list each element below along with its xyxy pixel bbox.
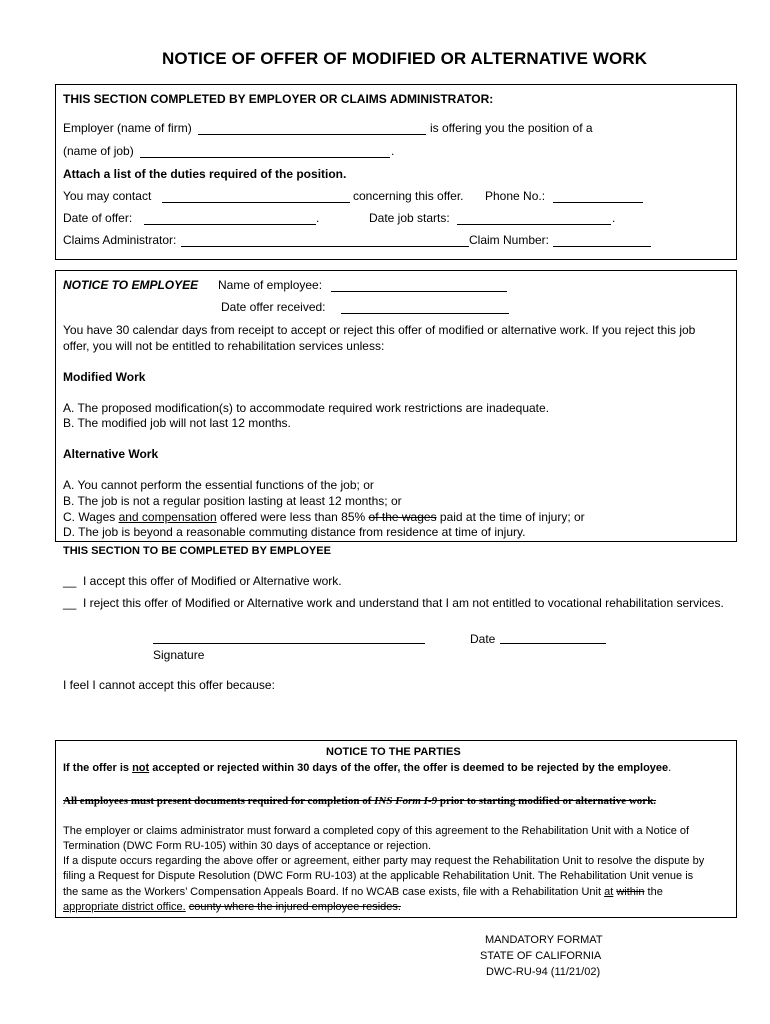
claims-admin-label: Claims Administrator: [63, 233, 177, 247]
employer-section-heading: THIS SECTION COMPLETED BY EMPLOYER OR CLAIMS ADMINISTRATOR: [63, 92, 494, 106]
date-label: Date [470, 632, 496, 646]
phone-label: Phone No.: [485, 189, 546, 203]
notice-to-employee-heading: NOTICE TO EMPLOYEE [63, 278, 199, 292]
attach-duties-text: Attach a list of the duties required of the position. [63, 167, 347, 181]
modified-item-b: B. The modified job will not last 12 months. [63, 416, 291, 430]
contact-field[interactable] [162, 202, 350, 203]
dispute-paragraph-line4 [63, 901, 401, 913]
claims-admin-field[interactable] [181, 246, 469, 247]
dispute-paragraph-line2: filing a Request for Dispute Resolution (DWC Form RU-103) at the applicable Rehabilitation Unit. The Rehabilitation Unit venue is [63, 870, 694, 882]
alt-c-underlined: and compensation [118, 510, 217, 524]
alternative-item-b: B. The job is not a regular position lasting at least 12 months; or [63, 494, 402, 508]
deemed-not: not [132, 762, 150, 774]
dispute-line3-within: within [616, 886, 645, 898]
page-title: NOTICE OF OFFER OF MODIFIED OR ALTERNATIVE WORK [162, 49, 648, 68]
footer-mandatory-format: MANDATORY FORMAT [485, 934, 603, 946]
deemed-period: . [668, 762, 672, 774]
employee-name-label: Name of employee: [218, 278, 323, 292]
struck-county-text: county where the injured employee resides. [188, 901, 401, 913]
notice-paragraph-line2: offer, you will not be entitled to rehabilitation services unless: [63, 339, 385, 353]
reject-checkbox[interactable]: __ [63, 596, 77, 610]
job-name-label: (name of job) [63, 144, 134, 158]
accept-checkbox[interactable]: __ [63, 574, 77, 588]
job-name-field[interactable] [140, 157, 390, 158]
offering-text: is offering you the position of a [430, 121, 593, 135]
alt-c-part5: paid at the time of injury; or [436, 510, 585, 524]
dispute-line3-the: the [644, 886, 663, 898]
struck-part1: All employees must present documents required for completion of [63, 795, 375, 807]
employer-name-label: Employer (name of firm) [63, 121, 192, 135]
date-offer-period: . [316, 211, 320, 225]
phone-field[interactable] [553, 202, 643, 203]
forward-paragraph-line1: The employer or claims administrator must forward a completed copy of this agreement to the Rehabilitation Unit with a Notice of [63, 825, 690, 837]
parties-notice-heading: NOTICE TO THE PARTIES [326, 746, 461, 758]
reject-text: I reject this offer of Modified or Alternative work and understand that I am not entitled to vocational rehabilitation services. [83, 596, 724, 610]
date-starts-field[interactable] [457, 224, 611, 225]
modified-work-heading: Modified Work [63, 370, 146, 384]
forward-paragraph-line2: Termination (DWC Form RU-105) within 30 days of acceptance or rejection. [63, 840, 432, 852]
struck-form: INS Form I-9 [374, 795, 438, 807]
alternative-work-heading: Alternative Work [63, 447, 159, 461]
dispute-line3-part1: the same as the Workers’ Compensation Appeals Board. If no WCAB case exists, file with a Rehabilitation Unit [63, 886, 605, 898]
dispute-paragraph-line1: If a dispute occurs regarding the above offer or agreement, either party may request the Rehabilitation Unit to resolve the dispute by [63, 855, 705, 867]
accept-text: I accept this offer of Modified or Alternative work. [83, 574, 342, 588]
job-name-period: . [391, 144, 395, 158]
date-starts-period: . [612, 211, 616, 225]
notice-paragraph-line1: You have 30 calendar days from receipt to accept or reject this offer of modified or alternative work. If you reject this job [63, 323, 696, 337]
date-field[interactable] [500, 643, 606, 644]
claim-number-field[interactable] [553, 246, 651, 247]
cannot-accept-label: I feel I cannot accept this offer because: [63, 678, 275, 692]
employee-section-heading: THIS SECTION TO BE COMPLETED BY EMPLOYEE [63, 545, 331, 557]
date-starts-label: Date job starts: [369, 211, 450, 225]
footer-state: STATE OF CALIFORNIA [480, 950, 602, 962]
alt-c-part1: C. Wages [63, 510, 119, 524]
date-received-label: Date offer received: [221, 300, 326, 314]
concerning-text: concerning this offer. [353, 189, 464, 203]
struck-part2: prior to starting modified or alternative work. [437, 795, 657, 807]
date-offer-label: Date of offer: [63, 211, 133, 225]
date-received-field[interactable] [341, 313, 509, 314]
alternative-item-d: D. The job is beyond a reasonable commuting distance from residence at time of injury. [63, 525, 526, 539]
alt-c-struck: of the wages [368, 510, 437, 524]
signature-label: Signature [153, 648, 205, 662]
contact-label: You may contact [63, 189, 152, 203]
deemed-part1: If the offer is [63, 762, 133, 774]
signature-field[interactable] [153, 643, 425, 644]
alternative-item-a: A. You cannot perform the essential functions of the job; or [63, 478, 374, 492]
employee-name-field[interactable] [331, 291, 507, 292]
alt-c-part3: offered were less than 85% [216, 510, 369, 524]
dispute-paragraph-line3 [63, 886, 663, 898]
modified-item-a: A. The proposed modification(s) to accommodate required work restrictions are inadequate. [63, 401, 550, 415]
district-office-text: appropriate district office. [63, 901, 186, 913]
deemed-rejected-text [63, 762, 671, 774]
deemed-part2: accepted or rejected within 30 days of the offer, the offer is deemed to be rejected by the employee [149, 762, 669, 774]
struck-employee-documents-text [63, 795, 656, 807]
footer-form-number: DWC-RU-94 (11/21/02) [486, 966, 601, 978]
employer-name-field[interactable] [198, 134, 426, 135]
alternative-item-c [63, 510, 585, 524]
claim-number-label: Claim Number: [469, 233, 550, 247]
date-offer-field[interactable] [144, 224, 316, 225]
dispute-line3-at: at [604, 886, 614, 898]
